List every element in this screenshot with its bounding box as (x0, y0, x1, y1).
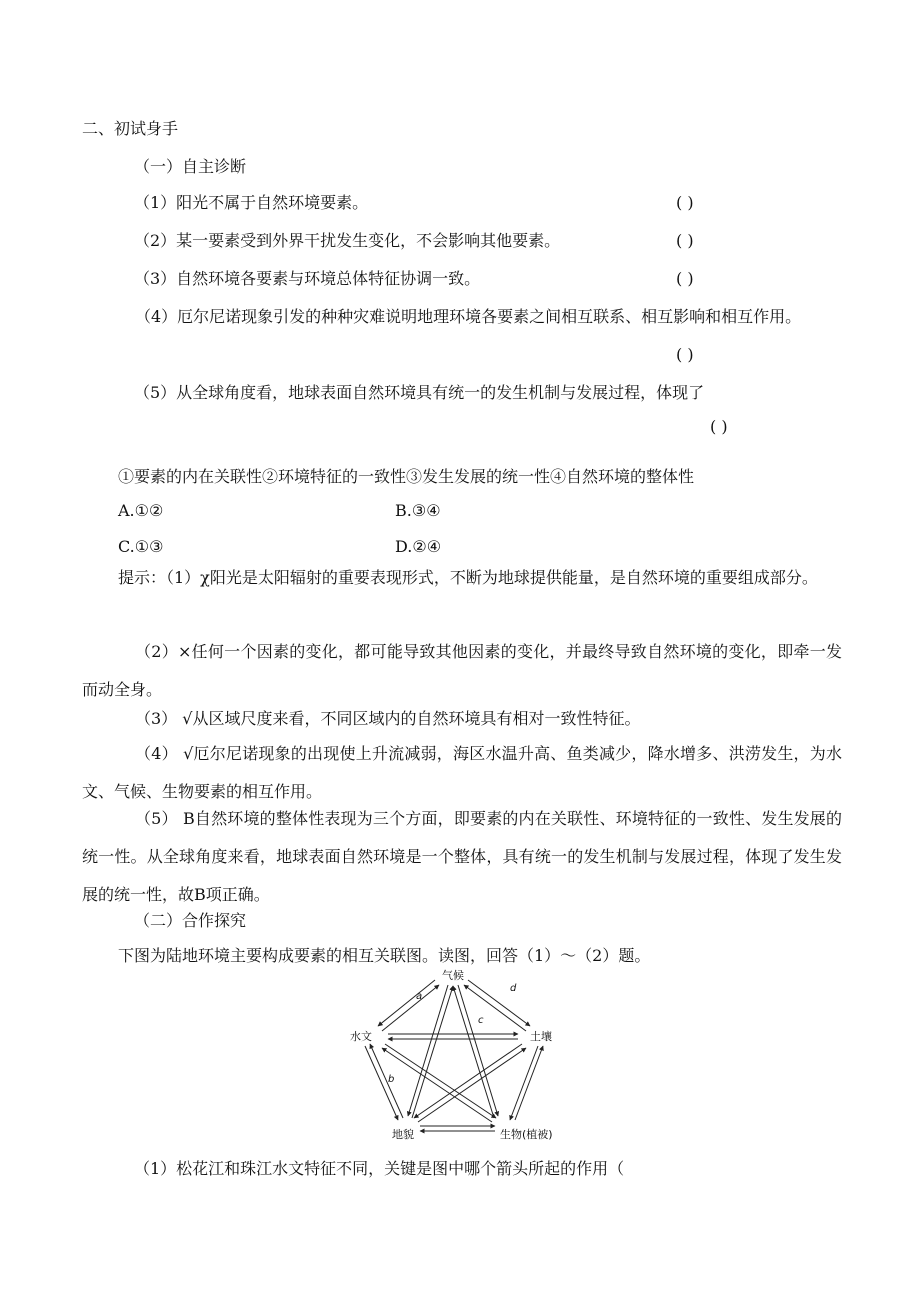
question-3: （3）自然环境各要素与环境总体特征协调一致。 (134, 269, 481, 288)
node-hydrology: 水文 (350, 1030, 372, 1043)
part2-intro: 下图为陆地环境主要构成要素的相互关联图。读图，回答（1）～（2）题。 (118, 946, 651, 965)
answer-blank-3: ( ) (676, 269, 694, 288)
question-4 (82, 298, 842, 336)
hint-3: （3） √从区域尺度来看，不同区域内的自然环境具有相对一致性特征。 (135, 709, 641, 728)
option-d: D.②④ (395, 537, 442, 556)
answer-blank-5: ( ) (710, 417, 728, 436)
question-5: （5）从全球角度看，地球表面自然环境具有统一的发生机制与发展过程，体现了 (134, 383, 705, 402)
hint-4: （4） √厄尔尼诺现象的出现使上升流减弱，海区水温升高、鱼类减少，降水增多、洪涝发生，为水文、气候、生物要素的相互作用。 (82, 744, 842, 801)
part2-heading: （二）合作探究 (134, 911, 247, 930)
node-soil: 土壤 (530, 1030, 552, 1043)
option-c: C.①③ (118, 537, 164, 556)
node-landform: 地貌 (392, 1128, 414, 1141)
part1-heading: （一）自主诊断 (134, 157, 247, 176)
hint-2: （2）×任何一个因素的变化，都可能导致其他因素的变化，并最终导致自然环境的变化，即牵一发而动全身。 (82, 642, 842, 699)
section-title: 二、初试身手 (82, 119, 179, 138)
option-b: B.③④ (395, 501, 441, 520)
hint-1: 提示：（1）χ阳光是太阳辐射的重要表现形式，不断为地球提供能量，是自然环境的重要组成部分。 (118, 568, 818, 587)
label-b: b (388, 1074, 395, 1085)
question-1: （1）阳光不属于自然环境要素。 (134, 193, 369, 212)
arrow-soil-to-climate (464, 985, 526, 1031)
answer-blank-2: ( ) (676, 231, 694, 250)
node-climate: 气候 (442, 969, 464, 982)
label-a: a (416, 991, 423, 1002)
option-a: A.①② (118, 501, 164, 520)
question-2: （2）某一要素受到外界干扰发生变化，不会影响其他要素。 (134, 231, 561, 250)
label-c: c (478, 1015, 484, 1026)
arrow-landform-to-hydrology (370, 1044, 403, 1118)
arrow-biology-to-soil (515, 1046, 543, 1120)
arrow-soil-to-biology (510, 1046, 538, 1120)
node-biology: 生物(植被) (500, 1128, 553, 1141)
hint-5: （5） B自然环境的整体性表现为三个方面，即要素的内在关联性、环境特征的一致性、发生发展的统一性。从全球角度来看，地球表面自然环境是一个整体，具有统一的发生机制与发展过程，体现了发生发展的统一性，故B项正确。 (82, 809, 842, 904)
arrow-biology-to-climate (453, 986, 494, 1118)
arrow-climate-to-hydrology (378, 980, 435, 1026)
arrow-landform-to-soil (418, 1048, 526, 1122)
label-d: d (510, 983, 517, 994)
statement-list: ①要素的内在关联性②环境特征的一致性③发生发展的统一性④自然环境的整体性 (118, 467, 695, 486)
question-4-text: （4）厄尔尼诺现象引发的种种灾难说明地理环境各要素之间相互联系、相互影响和相互作用。 (135, 307, 802, 326)
part2-question-1: （1）松花江和珠江水文特征不同，关键是图中哪个箭头所起的作用（ (134, 1159, 625, 1178)
arrow-landform-to-climate (412, 986, 453, 1118)
answer-blank-4: ( ) (676, 345, 694, 364)
relationship-diagram (340, 968, 570, 1142)
arrow-hydrology-to-climate (382, 985, 439, 1031)
answer-blank-1: ( ) (676, 193, 694, 212)
